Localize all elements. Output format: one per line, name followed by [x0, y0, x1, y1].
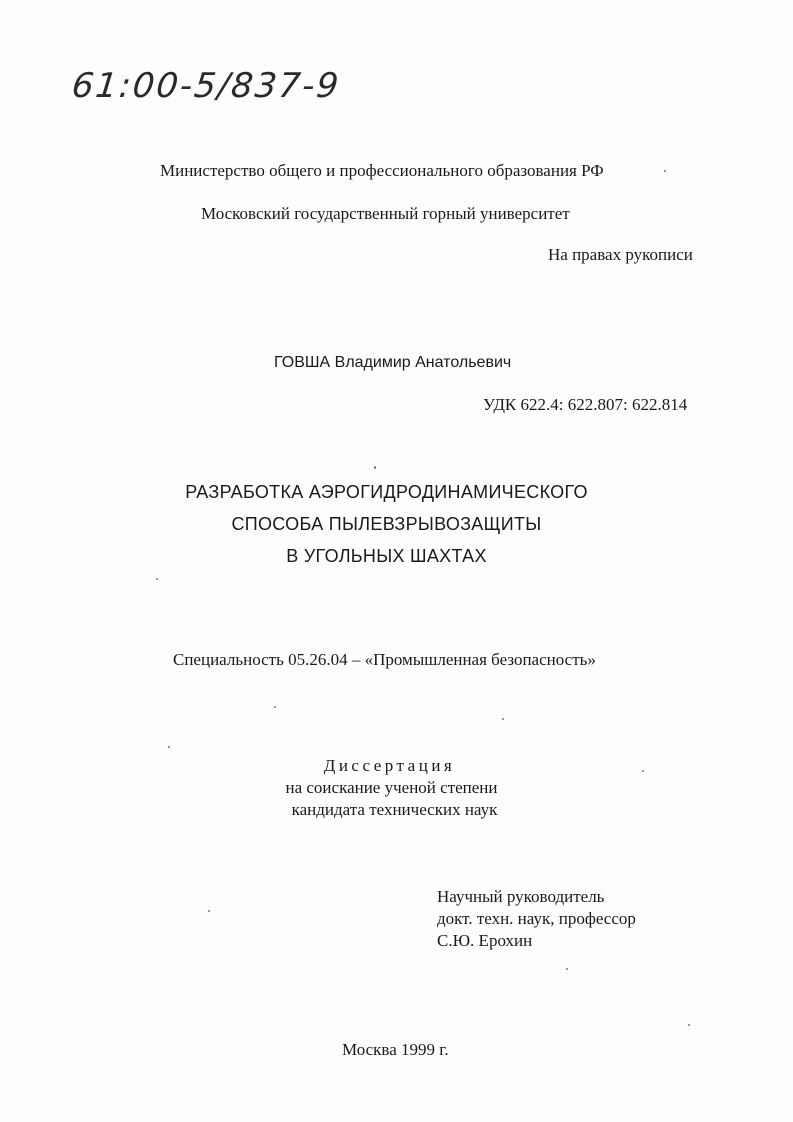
scan-speck: [688, 1024, 690, 1026]
dissertation-heading: Диссертация: [323, 756, 456, 775]
advisor-name: С.Ю. Ерохин: [437, 931, 533, 950]
scan-speck: [274, 706, 276, 708]
scan-speck: [664, 170, 666, 172]
city-year: Москва 1999 г.: [342, 1040, 449, 1059]
specialty-line: Специальность 05.26.04 – «Промышленная безопасность»: [173, 650, 596, 669]
dissertation-field-line: кандидата технических наук: [291, 800, 498, 819]
udk-code: УДК 622.4: 622.807: 622.814: [483, 395, 688, 414]
university-name: Московский государственный горный университет: [201, 204, 570, 223]
ministry-name: Министерство общего и профессионального образования РФ: [160, 161, 604, 180]
advisor-role: Научный руководитель: [437, 887, 605, 906]
scan-speck: [566, 968, 568, 970]
scan-speck: [502, 718, 504, 720]
advisor-block: [437, 886, 636, 952]
handwritten-archive-code: 61:00-5/837-9: [69, 66, 343, 106]
title-line-2: СПОСОБА ПЫЛЕВЗРЫВОЗАЩИТЫ: [231, 514, 542, 534]
scan-speck: [374, 466, 376, 469]
advisor-degree: докт. техн. наук, профессор: [437, 909, 636, 928]
title-line-1: РАЗРАБОТКА АЭРОГИДРОДИНАМИЧЕСКОГО: [185, 482, 588, 502]
scan-speck: [642, 770, 644, 772]
author-name: ГОВША Владимир Анатольевич: [274, 354, 512, 371]
title-line-3: В УГОЛЬНЫХ ШАХТАХ: [286, 546, 487, 566]
manuscript-rights-note: На правах рукописи: [548, 245, 693, 264]
scan-speck: [208, 910, 210, 912]
scan-speck: [168, 746, 170, 748]
dissertation-degree-line: на соискание ученой степени: [285, 778, 498, 797]
scan-speck: [156, 578, 158, 580]
